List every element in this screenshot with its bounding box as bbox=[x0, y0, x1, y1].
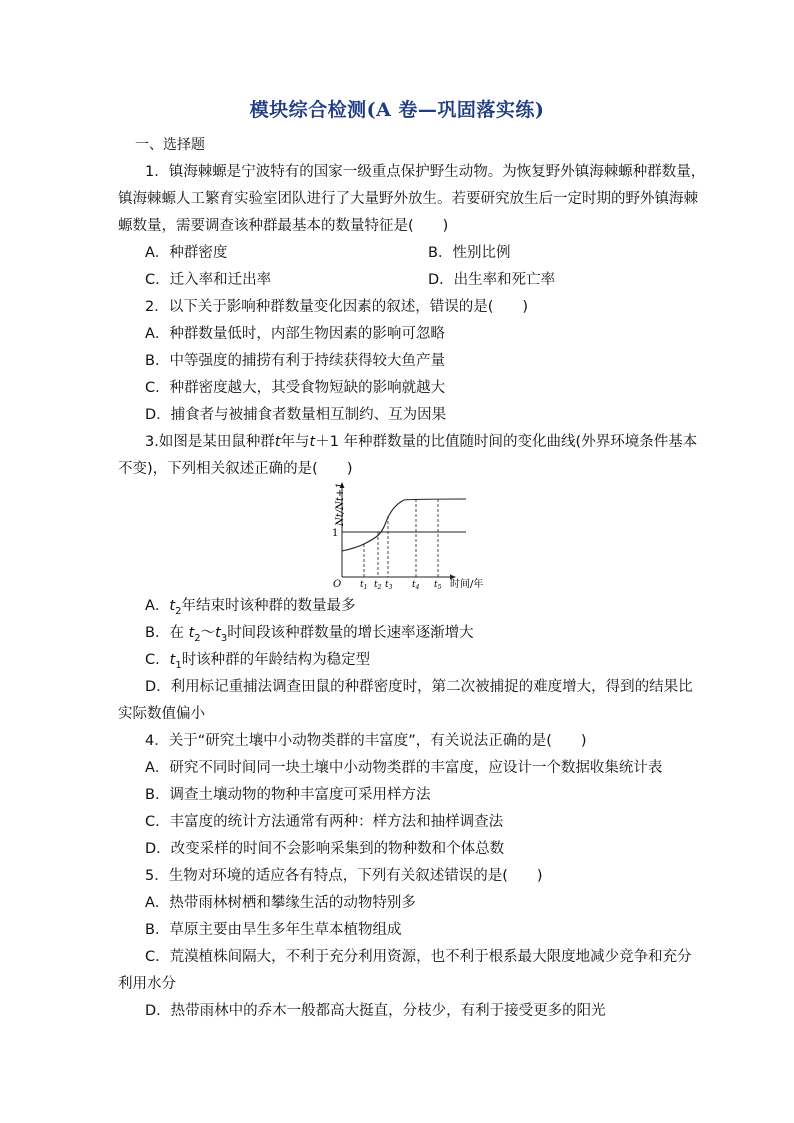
q3-stem-line-2: 不变)，下列相关叙述正确的是( ) bbox=[118, 461, 353, 477]
q3-option-b-tilde: ～ bbox=[200, 625, 216, 641]
q4-option-c: C．丰富度的统计方法通常有两种：样方法和抽样调查法 bbox=[145, 814, 504, 830]
q3-stem-part-2: 年与 bbox=[280, 434, 310, 450]
x-tick-t2: $t_2$ bbox=[374, 580, 382, 591]
q2-option-b: B．中等强度的捕捞有利于持续获得较大鱼产量 bbox=[145, 353, 445, 369]
q5-option-c-line-2: 利用水分 bbox=[118, 976, 176, 992]
q3-stem-line-1 bbox=[145, 432, 697, 452]
q3-option-c-sub: 1 bbox=[175, 659, 182, 671]
q3-option-c-var: t bbox=[169, 652, 176, 668]
q1-stem-line-2: 镇海棘螈人工繁育实验室团队进行了大量野外放生。若要研究放生后一定时期的野外镇海棘 bbox=[118, 191, 698, 207]
q3-option-a bbox=[145, 596, 355, 622]
q4-option-a: A．研究不同时间同一块土壤中小动物类群的丰富度，应设计一个数据收集统计表 bbox=[145, 760, 663, 776]
x-tick-t4: $t_4$ bbox=[412, 580, 420, 591]
q3-stem-var-t: t bbox=[274, 434, 281, 450]
q3-option-a-sub: 2 bbox=[175, 605, 182, 617]
q2-option-a: A．种群数量低时，内部生物因素的影响可忽略 bbox=[145, 326, 445, 342]
q5-option-c-line-1: C．荒漠植株间隔大，不利于充分利用资源，也不利于根系最大限度地减少竞争和充分 bbox=[145, 949, 692, 965]
q5-stem: 5．生物对环境的适应各有特点，下列有关叙述错误的是( ) bbox=[145, 868, 543, 884]
q3-option-c-text: 时该种群的年龄结构为稳定型 bbox=[181, 652, 371, 668]
page-title: 模块综合检测(A 卷—巩固落实练) bbox=[249, 99, 545, 121]
population-ratio-chart bbox=[320, 480, 500, 590]
q3-option-a-prefix: A． bbox=[145, 598, 170, 614]
q3-option-b-sub-1: 2 bbox=[194, 632, 201, 644]
q4-option-d: D．改变采样的时间不会影响采集到的物种数和个体总数 bbox=[145, 841, 505, 857]
q3-stem-part-1: 3.如图是某田鼠种群 bbox=[145, 434, 275, 450]
q5-option-b: B．草原主要由旱生多年生草本植物组成 bbox=[145, 922, 402, 938]
q4-option-b: B．调查土壤动物的物种丰富度可采用样方法 bbox=[145, 787, 431, 803]
q3-option-b-sub-2: 3 bbox=[220, 632, 228, 644]
section-heading: 一、选择题 bbox=[135, 137, 205, 153]
x-tick-t3: $t_3$ bbox=[385, 580, 393, 591]
q1-stem-line-3: 螈数量，需要调查该种群最基本的数量特征是( ) bbox=[118, 218, 449, 234]
origin-label: O bbox=[333, 579, 342, 590]
q2-option-c: C．种群密度越大，其受食物短缺的影响就越大 bbox=[145, 380, 446, 396]
q3-option-b-var-2: t bbox=[215, 625, 221, 641]
q3-option-a-text: 年结束时该种群的数量最多 bbox=[181, 598, 356, 614]
q5-option-d: D．热带雨林中的乔木一般都高大挺直，分枝少，有利于接受更多的阳光 bbox=[145, 1003, 606, 1019]
q2-stem: 2．以下关于影响种群数量变化因素的叙述，错误的是( ) bbox=[145, 299, 529, 315]
population-ratio-curve bbox=[342, 499, 466, 551]
x-tick-t5: $t_5$ bbox=[434, 580, 442, 591]
chart-svg bbox=[320, 480, 500, 590]
q3-option-d-line-1: D．利用标记重捕法调查田鼠的种群密度时，第二次被捕捉的难度增大，得到的结果比 bbox=[145, 679, 693, 695]
q3-stem-var-t-2: t bbox=[309, 434, 316, 450]
q3-option-c bbox=[145, 650, 370, 676]
q1-option-d: D．出生率和死亡率 bbox=[428, 272, 556, 288]
q1-option-b: B．性别比例 bbox=[428, 245, 511, 261]
q3-option-b-var-1: t bbox=[188, 625, 195, 641]
y-axis-label: Nt/Nt+1 bbox=[335, 482, 346, 526]
q3-stem-part-3: ＋1 年种群数量的比值随时间的变化曲线(外界环境条件基本 bbox=[315, 434, 698, 450]
q3-option-b bbox=[145, 623, 474, 649]
x-axis-label: 时间/年 bbox=[450, 579, 484, 590]
q3-option-c-prefix: C． bbox=[145, 652, 170, 668]
q1-stem-line-1: 1．镇海棘螈是宁波特有的国家一级重点保护野生动物。为恢复野外镇海棘螈种群数量， bbox=[145, 164, 706, 180]
q3-option-d-line-2: 实际数值偏小 bbox=[118, 706, 205, 722]
q1-option-a: A．种群密度 bbox=[145, 245, 228, 261]
q3-option-a-var: t bbox=[169, 598, 176, 614]
q4-stem: 4．关于“研究土壤中小动物类群的丰富度”，有关说法正确的是( ) bbox=[145, 733, 587, 749]
q3-option-b-prefix: B．在 bbox=[145, 625, 189, 641]
q5-option-a: A．热带雨林树栖和攀缘生活的动物特别多 bbox=[145, 895, 416, 911]
x-tick-t1: $t_1$ bbox=[360, 580, 368, 591]
y-tick-one: 1 bbox=[332, 528, 339, 539]
q3-option-b-text: 时间段该种群数量的增长速率逐渐增大 bbox=[227, 625, 474, 641]
q2-option-d: D．捕食者与被捕食者数量相互制约、互为因果 bbox=[145, 407, 447, 423]
q1-option-c: C．迁入率和迁出率 bbox=[145, 272, 272, 288]
